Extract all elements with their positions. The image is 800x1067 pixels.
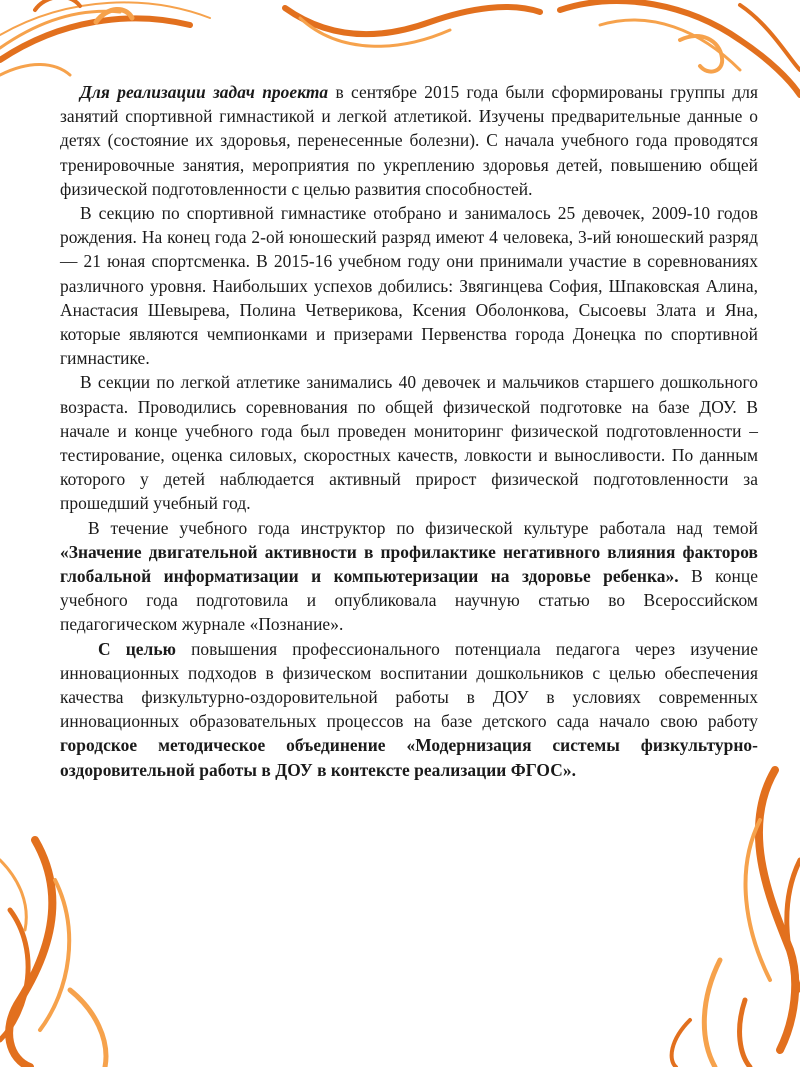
association-title: городское методическое объединение «Модернизация системы физкультурно-оздоровительной работы в ДОУ в контексте реализации ФГОС». xyxy=(60,735,758,780)
paragraph-project-tasks xyxy=(60,80,758,201)
gymnastics-body: В секцию по спортивной гимнастике отобрано и занималось 25 девочек, 2009-10 годов рождения. На конец года 2-ой юношеский разряд имеют 4 человека, 3-ий юношеский разряд — 21 юная спортсменка. В 2015-16 учебном году они принимали участие в соревнованиях различного уровня. Наибольших успехов добились: Звягинцева София, Шпаковская Алина, Анастасия Шевырева, Полина Четверикова, Ксения Оболонкова, Сысоевы Злата и Яна, которые являются чемпионками и призерами Первенства города Донецка по спортивной гимнастике. xyxy=(60,203,758,369)
paragraph-methodical-association xyxy=(60,637,758,782)
paragraph-gymnastics xyxy=(60,201,758,370)
bottom-right-ornament xyxy=(672,770,800,1067)
paragraph-athletics xyxy=(60,370,758,515)
goal-lead: С целью xyxy=(98,638,176,659)
project-lead: Для реализации задач проекта xyxy=(80,82,329,102)
document-text xyxy=(60,80,758,782)
top-center-ornament xyxy=(96,7,540,46)
project-body: в сентябре 2015 года были сформированы группы для занятий спортивной гимнастикой и легкой атлетикой. Изучены предварительные данные о детях (состояние их здоровья, перенесенные болезни). С начала учебного года проводятся тренировочные занятия, мероприятия по укреплению здоровья детей, повышению общей физической подготовленности с целью развития способностей. xyxy=(60,82,758,199)
instructor-topic-title: «Значение двигательной активности в профилактике негативного влияния факторов глобальной информатизации и компьютеризации на здоровье ребенка». xyxy=(60,541,758,587)
top-left-ornament xyxy=(0,0,210,75)
bottom-left-ornament xyxy=(0,840,106,1067)
paragraph-instructor-topic xyxy=(60,516,758,637)
instructor-intro: В течение учебного года инструктор по физической культуре работала над темой xyxy=(88,517,758,538)
instructor-outro: В конце учебного года подготовила и опубликовала научную статью во Всероссийском педагогическом журнале «Познание». xyxy=(60,566,758,635)
goal-intro: повышения профессионального потенциала педагога через изучение инновационных подходов в физическом воспитании дошкольников с целью обеспечения качества физкультурно-оздоровительной работы в ДОУ в условиях современных инновационных образовательных процессов на базе детского сада начало свою работу xyxy=(60,638,758,732)
athletics-body: В секции по легкой атлетике занимались 40 девочек и мальчиков старшего дошкольного возраста. Проводились соревнования по общей физической подготовке на базе ДОУ. В начале и конце учебного года был проведен мониторинг физической подготовленности – тестирование, оценка силовых, скоростных качеств, ловкости и выносливости. По данным которого у детей наблюдается активный прирост физической подготовленности за прошедший учебный год. xyxy=(60,372,758,514)
